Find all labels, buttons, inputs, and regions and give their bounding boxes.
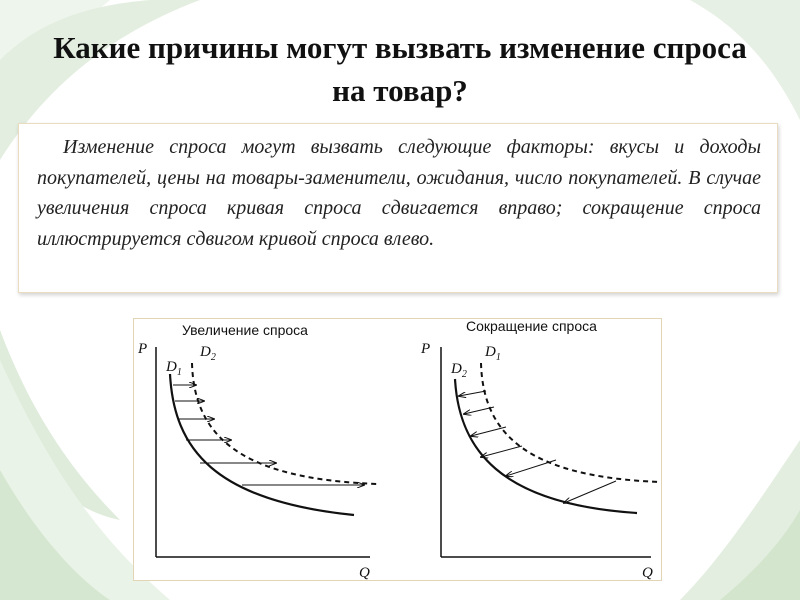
diagram-decrease-title: Сокращение спроса [466,319,597,334]
demand-shift-diagrams [134,319,661,580]
curve-d2 [455,379,637,513]
axis-label-p: P [421,341,431,357]
curve-label-d2: $D_2$ [451,361,467,380]
diagram-frame [133,318,662,581]
shift-arrows-left [459,391,616,503]
axis-label-q: Q [359,565,370,580]
shift-arrows-right [173,385,364,485]
axis-label-q: Q [642,565,653,580]
body-text: Изменение спроса могут вызвать следующие факторы: вкусы и доходы покупателей, цены на товары-заменители, ожидания, число покупателей. В случае увеличения спроса кривая спроса сдвигается вправо; сокращение спроса иллюстрируется сдвигом кривой спроса влево. [37,136,761,250]
curve-d1 [170,374,354,515]
axis-label-p: P [138,341,148,357]
text-box [18,123,778,293]
diagram-increase [137,322,377,580]
curve-label-d1: $D_1$ [166,359,182,378]
diagram-decrease [420,319,660,580]
curve-label-d1: $D_1$ [485,344,501,363]
diagram-increase-title: Увеличение спроса [182,322,308,338]
curve-d1-dashed [481,363,660,482]
curve-label-d2: $D_2$ [200,344,216,363]
curve-d2-dashed [192,363,377,484]
slide-title: Какие причины могут вызвать изменение спроса на товар? [53,30,747,108]
